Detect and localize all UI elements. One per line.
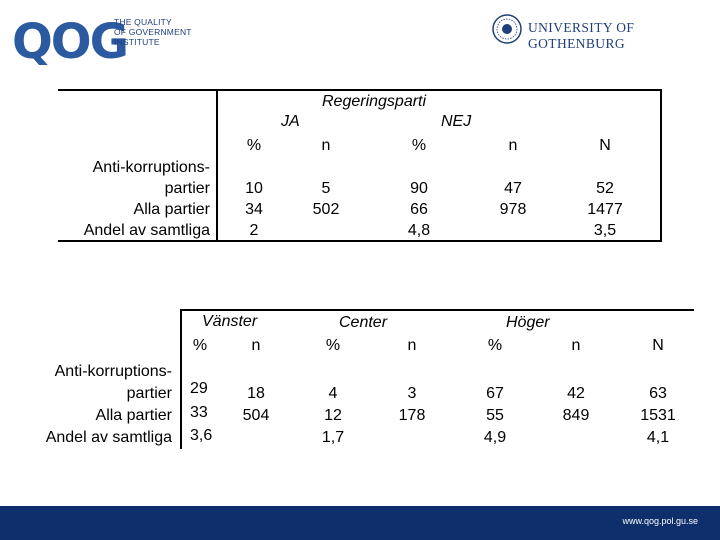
table1-cell: 3,5 [593, 222, 617, 239]
table2-cell: 4,1 [646, 429, 670, 446]
table2-col-header: n [251, 337, 261, 354]
table2-cell: 12 [324, 407, 342, 424]
qog-name-line: THE QUALITY [114, 17, 172, 27]
table1-cell: 4,8 [407, 222, 431, 239]
table2-cell: 18 [247, 385, 265, 402]
table2-cell: 4 [328, 385, 338, 402]
table1-cell: 5 [321, 180, 331, 197]
footer-bar [0, 506, 720, 540]
table1-top-rule [58, 89, 662, 91]
table2-cell: 33 [190, 404, 208, 421]
table2-group-vanster: Vänster [202, 313, 258, 330]
table1-cell: 47 [504, 180, 522, 197]
table2-cell: 3 [407, 385, 417, 402]
table1-col-header: n [321, 137, 331, 154]
table2-row-label: Alla partier [95, 407, 172, 424]
table2-cell: 1531 [640, 407, 676, 424]
qog-name-line: OF GOVERNMENT [114, 27, 192, 37]
table1-bottom-rule [58, 240, 662, 242]
footer-url-link[interactable]: www.qog.pol.gu.se [622, 516, 698, 526]
qog-logo-text: QOG [12, 14, 128, 70]
table2-col-header: N [652, 337, 664, 354]
table1-cell: 502 [312, 201, 340, 218]
qog-institute-name [114, 17, 192, 47]
table2-row-label: Anti-korruptions- [54, 363, 172, 380]
table1-cell: 10 [245, 180, 263, 197]
table1-col-header: % [246, 137, 262, 154]
table1-group-ja: JA [281, 113, 300, 130]
table1-cell: 1477 [587, 201, 623, 218]
table1-title: Regeringsparti [322, 93, 427, 110]
university-name: UNIVERSITY OF GOTHENBURG [528, 20, 635, 51]
university-seal-icon [492, 14, 522, 44]
table1-group-nej: NEJ [441, 113, 472, 130]
table2-col-header: % [487, 337, 503, 354]
table2-cell: 3,6 [190, 427, 213, 444]
table2-col-header: % [192, 337, 208, 354]
table2-row-label: partier [126, 385, 172, 402]
table2-col-header: % [325, 337, 341, 354]
table2-group-center: Center [339, 314, 388, 331]
table1-right-rule [660, 89, 662, 241]
table1-cell: 34 [245, 201, 263, 218]
table1-col-header: n [508, 137, 518, 154]
table2-cell: 1,7 [321, 429, 345, 446]
table1-cell: 66 [410, 201, 428, 218]
table2-cell: 504 [242, 407, 270, 424]
table2-cell: 55 [486, 407, 504, 424]
table2-cell: 42 [567, 385, 585, 402]
table1-row-label: Andel av samtliga [83, 222, 210, 239]
table2-cell: 67 [486, 385, 504, 402]
table1-col-header: N [599, 137, 611, 154]
table2-col-header: n [407, 337, 417, 354]
table1-cell: 2 [249, 222, 259, 239]
table2-cell: 178 [398, 407, 426, 424]
table2-cell: 29 [190, 380, 208, 397]
table2-col-header: n [571, 337, 581, 354]
table2-row-label: Andel av samtliga [45, 429, 172, 446]
table1-cell: 90 [410, 180, 428, 197]
qog-name-line: INSTITUTE [114, 37, 160, 47]
table2-cell: 4,9 [483, 429, 507, 446]
table1-col-header: % [411, 137, 427, 154]
table1-cell: 978 [499, 201, 527, 218]
table2-top-rule [180, 309, 694, 311]
table1-divider [216, 89, 218, 241]
table2-cell: 63 [649, 385, 667, 402]
table1-row-label: Anti-korruptions- [92, 159, 210, 176]
table2-cell: 849 [562, 407, 590, 424]
table2-group-hoger: Höger [506, 314, 550, 331]
qog-logo [12, 14, 128, 70]
table1-row-label: Alla partier [133, 201, 210, 218]
table1-row-label: partier [164, 180, 210, 197]
table1-cell: 52 [596, 180, 614, 197]
table2-divider [180, 309, 182, 449]
